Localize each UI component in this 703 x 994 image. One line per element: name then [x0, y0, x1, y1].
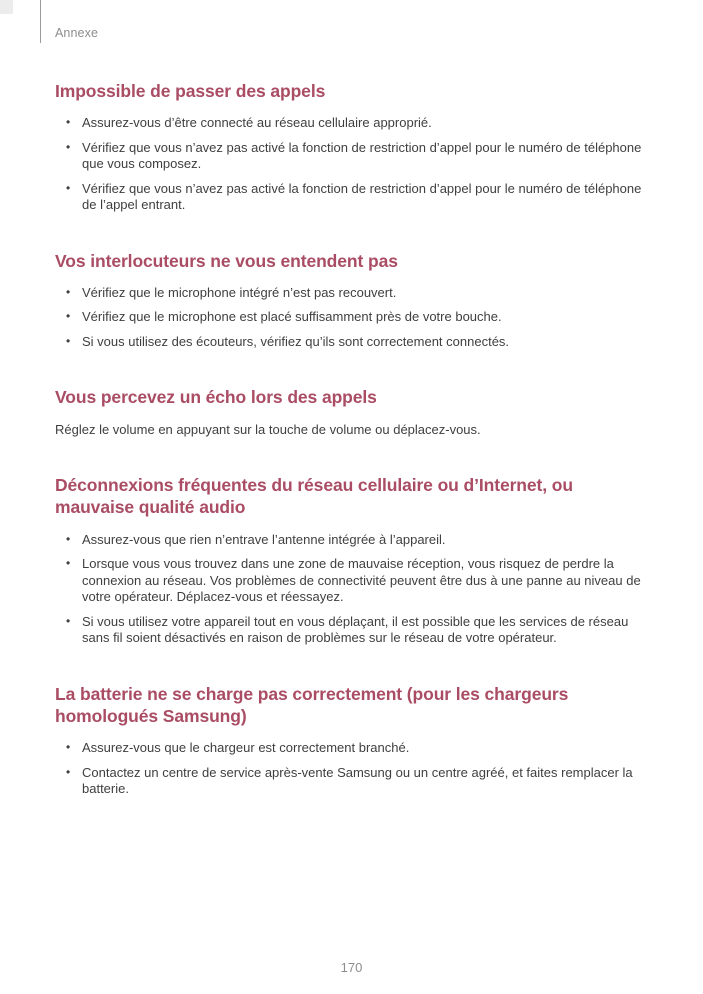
list-item	[55, 309, 649, 326]
section-title: La batterie ne se charge pas correctement (pour les chargeurs homologués Samsung)	[55, 683, 569, 726]
bullet-icon: •	[66, 115, 71, 130]
bullet-list	[55, 115, 649, 214]
header-vertical-rule	[40, 0, 41, 43]
list-item	[55, 532, 649, 549]
page-corner-artifact	[0, 0, 13, 14]
bullet-list	[55, 740, 649, 798]
section-title: Vos interlocuteurs ne vous entendent pas	[55, 250, 398, 271]
list-item	[55, 765, 649, 798]
list-item-text: Vérifiez que vous n’avez pas activé la fonction de restriction d’appel pour le numéro de téléphone que vous composez.	[82, 139, 642, 172]
list-item-text: Contactez un centre de service après-vente Samsung ou un centre agréé, et faites remplacer la batterie.	[82, 764, 633, 797]
list-item-text: Vérifiez que le microphone est placé suffisamment près de votre bouche.	[82, 309, 502, 325]
list-item	[55, 740, 649, 757]
section-interlocuteurs-ne-vous-entendent-pas	[55, 250, 649, 351]
bullet-icon: •	[66, 139, 71, 154]
list-item	[55, 614, 649, 647]
list-item-text: Si vous utilisez des écouteurs, vérifiez qu’ils sont correctement connectés.	[82, 333, 510, 349]
running-header: Annexe	[55, 26, 98, 40]
section-title: Déconnexions fréquentes du réseau cellulaire ou d’Internet, ou mauvaise qualité audio	[55, 475, 573, 518]
list-item-text: Si vous utilisez votre appareil tout en vous déplaçant, il est possible que les services de réseau sans fil soient désactivés en raison de problèmes sur le réseau de votre opérateur.	[82, 613, 629, 646]
bullet-icon: •	[66, 333, 71, 348]
section-batterie-ne-se-charge-pas	[55, 683, 649, 798]
section-deconnexions-frequentes	[55, 474, 649, 646]
bullet-icon: •	[66, 740, 71, 755]
bullet-icon: •	[66, 764, 71, 779]
list-item	[55, 181, 649, 214]
section-echo-lors-des-appels	[55, 386, 649, 438]
list-item-text: Vérifiez que vous n’avez pas activé la fonction de restriction d’appel pour le numéro de téléphone de l’appel entrant.	[82, 180, 642, 213]
bullet-icon: •	[66, 531, 71, 546]
list-item-text: Assurez-vous que rien n’entrave l’antenne intégrée à l’appareil.	[82, 531, 446, 547]
section-paragraph: Réglez le volume en appuyant sur la touche de volume ou déplacez-vous.	[55, 421, 481, 437]
section-impossible-de-passer-des-appels	[55, 80, 649, 214]
list-item	[55, 140, 649, 173]
page-content	[55, 80, 649, 834]
list-item	[55, 556, 649, 606]
list-item-text: Lorsque vous vous trouvez dans une zone de mauvaise réception, vous risquez de perdre la connexion au réseau. Vos problèmes de connectivité peuvent être dus à une panne au niveau de votre opérateur. Déplacez-vous et réessayez.	[82, 556, 641, 605]
list-item	[55, 285, 649, 302]
bullet-icon: •	[66, 613, 71, 628]
list-item-text: Assurez-vous que le chargeur est correctement branché.	[82, 740, 410, 756]
bullet-list	[55, 532, 649, 647]
bullet-list	[55, 285, 649, 351]
bullet-icon: •	[66, 180, 71, 195]
page-number: 170	[340, 960, 363, 975]
bullet-icon: •	[66, 284, 71, 299]
section-title: Vous percevez un écho lors des appels	[55, 387, 377, 408]
list-item	[55, 334, 649, 351]
list-item-text: Vérifiez que le microphone intégré n’est pas recouvert.	[82, 284, 397, 300]
section-title: Impossible de passer des appels	[55, 81, 326, 101]
list-item-text: Assurez-vous d’être connecté au réseau cellulaire approprié.	[82, 115, 432, 131]
list-item	[55, 115, 649, 132]
bullet-icon: •	[66, 309, 71, 324]
bullet-icon: •	[66, 556, 71, 571]
